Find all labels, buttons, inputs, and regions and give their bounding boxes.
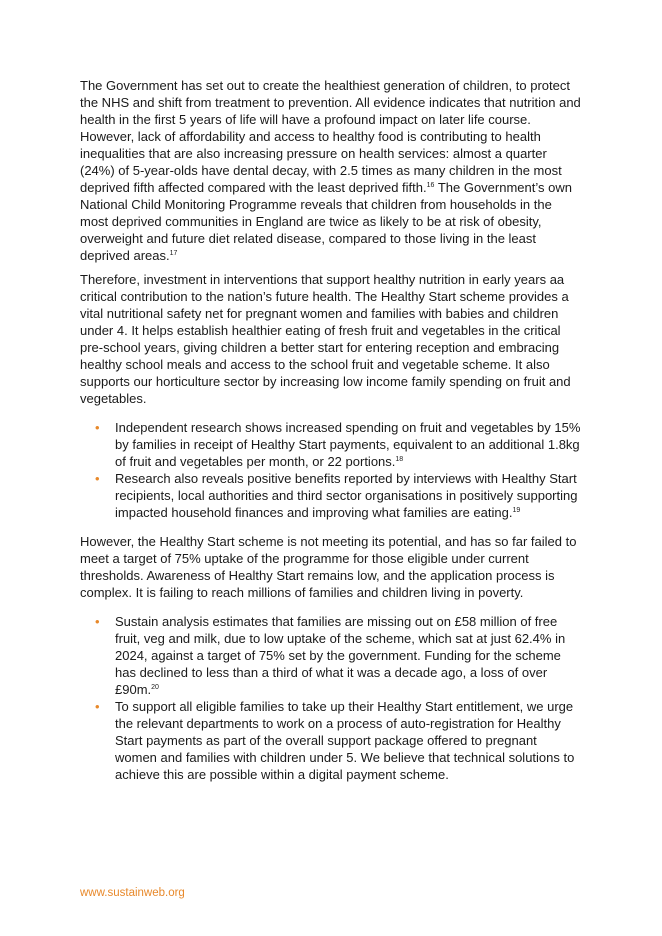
list-item: • To support all eligible families to take up their Healthy Start entitlement, we urge the relevant departments to work on a process of auto-registration for Healthy Start payments as part of the overall support package offered to pregnant women and families with children under 5. We believe that technical solutions to achieve this are possible within a digital payment scheme.: [95, 699, 575, 782]
bullet-icon: •: [95, 420, 100, 435]
document-body: [80, 77, 582, 795]
paragraph-3: However, the Healthy Start scheme is not meeting its potential, and has so far failed to meet a target of 75% uptake of the programme for those eligible under current thresholds. Awareness of Healthy Start remains low, and the application process is complex. It is failing to reach millions of families and children living in poverty.: [80, 534, 577, 600]
bullet-icon: •: [95, 614, 100, 629]
footnote-ref[interactable]: 17: [169, 250, 178, 257]
footer-url-link[interactable]: www.sustainweb.org: [80, 887, 185, 899]
list-item: • Independent research shows increased spending on fruit and vegetables by 15% by families in receipt of Healthy Start payments, equivalent to an additional 1.8kg of fruit and vegetables per month, or 22 portions.$^{18}$: [95, 420, 581, 469]
bullet-list-2: [80, 613, 582, 783]
footnote-ref[interactable]: 18: [395, 456, 404, 463]
bullet-icon: •: [95, 699, 100, 714]
paragraph-2: Therefore, investment in interventions that support healthy nutrition in early years aa critical contribution to the nation’s future health. The Healthy Start scheme provides a vital nutritional safety net for pregnant women and families with babies and children under 4. It helps establish healthier eating of fresh fruit and vegetables in the critical pre-school years, giving children a better start for entering reception and embracing healthy school meals and access to the school fruit and vegetable scheme. It also supports our horticulture sector by increasing low income family spending on fruit and vegetables.: [80, 272, 571, 406]
bullet-list-1: [80, 419, 582, 521]
footnote-ref[interactable]: 19: [512, 507, 521, 514]
footnote-ref[interactable]: 16: [426, 182, 435, 189]
bullet-icon: •: [95, 471, 100, 486]
paragraph-1: The Government has set out to create the healthiest generation of children, to protect the NHS and shift from treatment to prevention. All evidence indicates that nutrition and health in the first 5 years of life will have a profound impact on later life course. However, lack of affordability and access to healthy food is contributing to health inequalities that are also increasing pressure on health services: almost a quarter (24%) of 5-year-olds have dental decay, with 2.5 times as many children in the most deprived fifth affected compared with the least deprived fifth.$^{16}$ The Government’s own National Child Monitoring Programme reveals that children from households in the most deprived communities in England are twice as likely to be at risk of obesity, overweight and future diet related disease, compared to those living in the least deprived areas.$^{17}$: [80, 78, 581, 263]
footnote-ref[interactable]: 20: [151, 684, 159, 691]
list-item: • Research also reveals positive benefits reported by interviews with Healthy Start recipients, local authorities and third sector organisations in positively supporting impacted household finances and improving what families are eating.$^{19}$: [95, 471, 578, 520]
list-item: • Sustain analysis estimates that families are missing out on £58 million of free fruit, veg and milk, due to low uptake of the scheme, which sat at just 62.4% in 2024, against a target of 75% set by the government. Funding for the scheme has declined to less than a third of what it was a decade ago, a loss of over £90m.$^{20}$: [95, 614, 566, 697]
